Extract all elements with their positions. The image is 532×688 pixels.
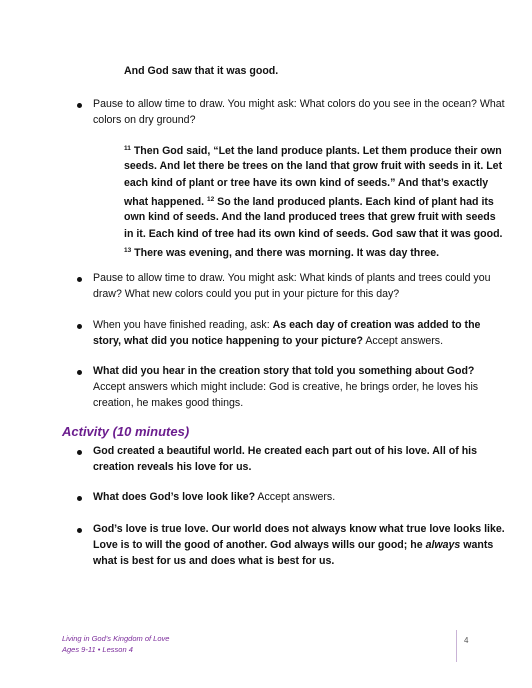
bullet4-line2: Accept answers which might include: God is creative, he brings order, he loves his <box>93 381 479 393</box>
scripture-line5: own kind of seeds. And the land produced trees that grew fruit with seeds <box>124 211 496 223</box>
scripture-line1 <box>124 142 502 158</box>
page-number: 4 <box>464 636 469 645</box>
bullet7-line3: what is best for us and does what is best for us. <box>93 555 335 567</box>
bullet7-line2 <box>93 538 493 552</box>
bullet-marker <box>77 324 82 329</box>
bullet3-question: As each day of creation was added to the <box>272 319 481 331</box>
bullet3-text: When you have finished reading, ask: <box>93 319 273 331</box>
scripture-line2: seeds. And let there be trees on the land that grow fruit with seeds in it. Let <box>124 160 503 172</box>
scripture-line3: each kind of plant or tree have its own kind of seeds.” And that’s exactly <box>124 177 489 189</box>
bullet3-line1 <box>93 318 480 332</box>
footer-divider <box>456 630 457 662</box>
scripture-line7 <box>124 244 439 260</box>
bullet7-text: Love is to will the good of another. God always wills our good; he <box>93 539 426 551</box>
verse-number: 13 <box>124 247 132 254</box>
bullet-marker <box>77 528 82 533</box>
bullet6-line1 <box>93 490 335 504</box>
bullet3-line2 <box>93 334 443 348</box>
bullet6-text: Accept answers. <box>255 491 336 503</box>
bullet-marker <box>77 450 82 455</box>
scripture-line6: in it. Each kind of tree had its own kind of seeds. God saw that it was good. <box>124 228 503 240</box>
bullet-marker <box>77 370 82 375</box>
section-heading: Activity (10 minutes) <box>62 424 190 439</box>
scripture-line4 <box>124 193 494 209</box>
scripture-text: So the land produced plants. Each kind of plant had its <box>214 196 494 208</box>
bullet-marker <box>77 496 82 501</box>
bullet7-text: wants <box>460 539 494 551</box>
scripture-text: Then God said, “Let the land produce plants. Let them produce their own <box>130 145 502 157</box>
bullet2-line1: Pause to allow time to draw. You might ask: What kinds of plants and trees could you <box>93 272 491 284</box>
verse-number: 11 <box>124 145 131 152</box>
footer-title: Living in God’s Kingdom of Love <box>62 634 170 643</box>
bullet5-line2: creation reveals his love for us. <box>93 461 252 473</box>
bullet7-emphasis: always <box>425 539 461 551</box>
bullet6-question: What does God’s love look like? <box>93 491 256 503</box>
bullet3-question: story, what did you notice happening to your picture? <box>93 335 363 347</box>
bullet7-line1: God’s love is true love. Our world does not always know what true love looks like. <box>93 523 505 535</box>
verse-number: 12 <box>207 196 215 203</box>
bullet1-line2: colors on dry ground? <box>93 114 196 126</box>
scripture-text: There was evening, and there was morning. It was day three. <box>131 247 440 259</box>
bullet3-text: Accept answers. <box>362 335 444 347</box>
bullet4-line1: What did you hear in the creation story that told you something about God? <box>93 365 475 377</box>
footer-subtitle: Ages 9-11 • Lesson 4 <box>62 645 133 654</box>
bullet5-line1: God created a beautiful world. He created each part out of his love. All of his <box>93 445 477 457</box>
bullet2-line2: draw? What new colors could you put in your picture for this day? <box>93 288 400 300</box>
scripture-closing-line: And God saw that it was good. <box>124 65 279 77</box>
bullet-marker <box>77 277 82 282</box>
bullet4-line3: creation, he makes good things. <box>93 397 244 409</box>
bullet1-line1: Pause to allow time to draw. You might ask: What colors do you see in the ocean? What <box>93 98 505 110</box>
scripture-text: what happened. <box>124 196 207 208</box>
bullet-marker <box>77 103 82 108</box>
